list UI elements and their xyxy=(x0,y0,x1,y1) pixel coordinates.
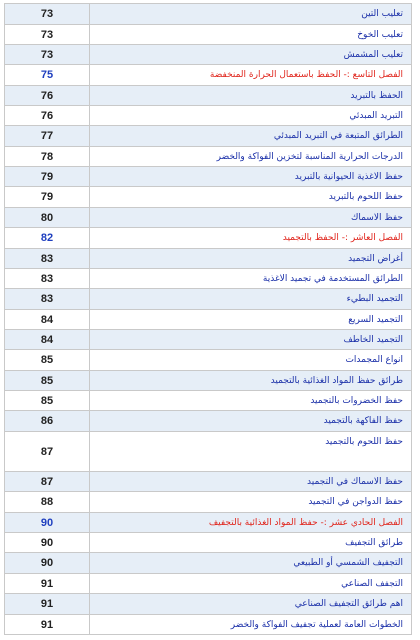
toc-page-number: 85 xyxy=(5,350,90,371)
toc-page-number: 80 xyxy=(5,208,90,228)
toc-page-number: 79 xyxy=(5,187,90,208)
toc-row xyxy=(5,310,412,330)
toc-page-number: 87 xyxy=(5,472,90,492)
table-of-contents xyxy=(4,3,412,635)
toc-chapter-row xyxy=(5,228,412,249)
toc-entry-title: الخطوات العامة لعملية تجفيف الفواكة والخضر xyxy=(90,615,412,635)
toc-page-number: 76 xyxy=(5,106,90,126)
toc-chapter-row xyxy=(5,65,412,86)
toc-entry-title: الدرجات الحرارية المناسبة لتخزين الفواكة والخضر xyxy=(90,147,412,167)
toc-page-number: 83 xyxy=(5,249,90,269)
toc-page-number: 84 xyxy=(5,330,90,350)
toc-page-number: 83 xyxy=(5,289,90,310)
toc-page-number: 84 xyxy=(5,310,90,330)
toc-page-number: 91 xyxy=(5,594,90,615)
toc-entry-title: اهم طرائق التجفيف الصناعي xyxy=(90,594,412,615)
toc-entry-title: تعليب الخوخ xyxy=(90,25,412,45)
toc-entry-title: حفظ الاسماك xyxy=(90,208,412,228)
toc-page-number: 85 xyxy=(5,391,90,411)
toc-row xyxy=(5,350,412,371)
toc-entry-title: حفظ الاغذية الحيوانية بالتبريد xyxy=(90,167,412,187)
toc-entry-title: أغراض التجميد xyxy=(90,249,412,269)
toc-page-number: 87 xyxy=(5,432,90,472)
toc-page-number: 91 xyxy=(5,574,90,594)
toc-row xyxy=(5,167,412,187)
toc-page-number: 77 xyxy=(5,126,90,147)
toc-entry-title: التبريد المبدئي xyxy=(90,106,412,126)
toc-row xyxy=(5,4,412,25)
toc-page-number: 78 xyxy=(5,147,90,167)
toc-row xyxy=(5,330,412,350)
toc-row xyxy=(5,371,412,391)
toc-row xyxy=(5,594,412,615)
toc-entry-title: التجفيف الشمسي أو الطبيعي xyxy=(90,553,412,574)
toc-page-number: 73 xyxy=(5,25,90,45)
toc-row xyxy=(5,25,412,45)
toc-page-number: 73 xyxy=(5,45,90,65)
toc-entry-title: حفظ الدواجن في التجميد xyxy=(90,492,412,513)
toc-page-number: 73 xyxy=(5,4,90,25)
toc-page-number: 75 xyxy=(5,65,90,86)
toc-page-number: 85 xyxy=(5,371,90,391)
toc-row xyxy=(5,391,412,411)
toc-entry-title: التجميد البطيء xyxy=(90,289,412,310)
toc-chapter-title: الفصل التاسع :- الحفظ باستعمال الحرارة المنخفضة xyxy=(90,65,412,86)
toc-row xyxy=(5,432,412,472)
toc-page-number: 83 xyxy=(5,269,90,289)
toc-row xyxy=(5,45,412,65)
toc-entry-title: التجميد الخاطف xyxy=(90,330,412,350)
toc-row xyxy=(5,147,412,167)
toc-row xyxy=(5,492,412,513)
toc-row xyxy=(5,106,412,126)
toc-row xyxy=(5,86,412,106)
toc-entry-title: تعليب التين xyxy=(90,4,412,25)
toc-entry-title: انواع المجمدات xyxy=(90,350,412,371)
toc-entry-title: تعليب المشمش xyxy=(90,45,412,65)
toc-row xyxy=(5,411,412,432)
toc-row xyxy=(5,126,412,147)
toc-entry-title: الحفظ بالتبريد xyxy=(90,86,412,106)
toc-page-number: 79 xyxy=(5,167,90,187)
toc-row xyxy=(5,533,412,553)
toc-entry-title: حفظ اللحوم بالتبريد xyxy=(90,187,412,208)
toc-row xyxy=(5,615,412,635)
toc-entry-title: التجميد السريع xyxy=(90,310,412,330)
toc-page-number: 90 xyxy=(5,553,90,574)
toc-page-number: 76 xyxy=(5,86,90,106)
toc-chapter-row xyxy=(5,513,412,533)
toc-entry-title: حفظ الفاكهة بالتجميد xyxy=(90,411,412,432)
toc-row xyxy=(5,553,412,574)
toc-chapter-title: الفصل الحادي عشر :- حفظ المواد الغذائية بالتجفيف xyxy=(90,513,412,533)
toc-entry-title: حفظ الاسماك في التجميد xyxy=(90,472,412,492)
toc-row xyxy=(5,249,412,269)
toc-row xyxy=(5,269,412,289)
toc-row xyxy=(5,289,412,310)
toc-row xyxy=(5,472,412,492)
toc-entry-title: التجفف الصناعي xyxy=(90,574,412,594)
toc-row xyxy=(5,208,412,228)
toc-page-number: 82 xyxy=(5,228,90,249)
toc-page-number: 90 xyxy=(5,533,90,553)
toc-entry-title: طرائق حفظ المواد الغذائية بالتجميد xyxy=(90,371,412,391)
toc-entry-title: حفظ اللحوم بالتجميد xyxy=(90,432,412,472)
toc-page-number: 88 xyxy=(5,492,90,513)
toc-page-number: 90 xyxy=(5,513,90,533)
toc-row xyxy=(5,187,412,208)
toc-entry-title: طرائق التجفيف xyxy=(90,533,412,553)
toc-entry-title: الطرائق المتبعة في التبريد المبدئي xyxy=(90,126,412,147)
toc-chapter-title: الفصل العاشر :- الحفظ بالتجميد xyxy=(90,228,412,249)
toc-entry-title: حفظ الخضروات بالتجميد xyxy=(90,391,412,411)
toc-entry-title: الطرائق المستخدمة في تجميد الاغذية xyxy=(90,269,412,289)
toc-page-number: 86 xyxy=(5,411,90,432)
toc-row xyxy=(5,574,412,594)
toc-page-number: 91 xyxy=(5,615,90,635)
